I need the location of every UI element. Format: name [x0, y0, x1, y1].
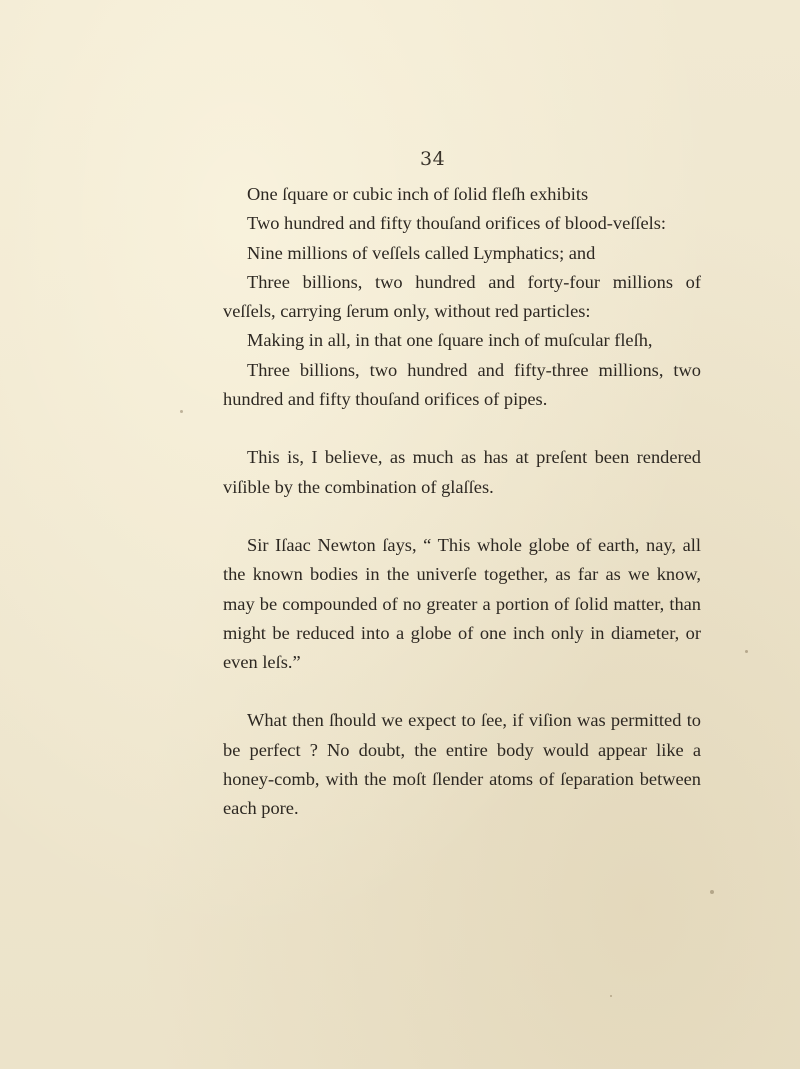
paragraph-5: Making in all, in that one ſquare inch of muſcular fleſh,: [247, 330, 653, 351]
paragraph-8: Sir Iſaac Newton ſays, “ This whole globe of earth, nay, all the known bodies in the univerſe together, as far as we know, may be compounded of no greater a portion of ſolid matter, than might be reduced into a globe of one inch only in diameter, or even leſs.”: [223, 534, 701, 673]
paragraph-1: One ſquare or cubic inch of ſolid fleſh exhibits: [247, 184, 589, 204]
page-number: 34: [420, 148, 446, 170]
paper-speck: [710, 890, 714, 894]
paragraph-3: Nine millions of veſſels called Lymphatics; and: [247, 242, 596, 263]
paragraph-6: Three billions, two hundred and fifty-three millions, two hundred and fifty thouſand orifices of pipes.: [223, 359, 701, 410]
paragraph-9: What then ſhould we expect to ſee, if viſion was permitted to be perfect ? No doubt, the entire body would appear like a honey-comb, with the moſt ſlender atoms of ſeparation between each pore.: [223, 710, 701, 819]
paper-speck: [180, 410, 183, 413]
paper-speck: [610, 995, 612, 997]
paragraph-2: Two hundred and fifty thouſand orifices of blood-veſſels:: [247, 213, 667, 234]
page-body: [223, 180, 701, 824]
paragraph-7: This is, I believe, as much as has at preſent been rendered viſible by the combination of glaſſes.: [223, 447, 701, 497]
paragraph-4: Three billions, two hundred and forty-four millions of veſſels, carrying ſerum only, without red particles:: [223, 271, 701, 322]
paper-speck: [745, 650, 748, 653]
